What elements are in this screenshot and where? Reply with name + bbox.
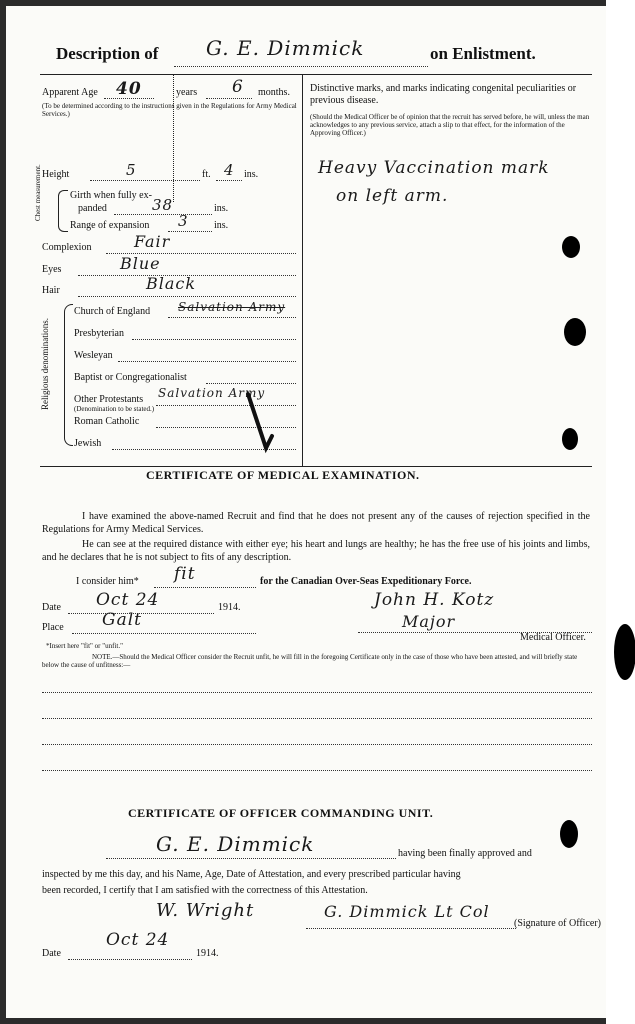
place-value: Galt bbox=[102, 610, 142, 630]
rel-church-label: Church of England bbox=[74, 306, 151, 317]
height-label: Height bbox=[42, 169, 70, 180]
girth-ins: ins. bbox=[214, 203, 229, 214]
officer-signature: G. Dimmick Lt Col bbox=[324, 902, 490, 921]
signature-of-officer-label: (Signature of Officer) bbox=[514, 918, 602, 929]
initials-signature: W. Wright bbox=[156, 900, 255, 921]
marks-value-line2: on left arm. bbox=[336, 186, 449, 206]
hair-line bbox=[78, 296, 296, 297]
section-rule bbox=[40, 466, 592, 467]
girth-label-1: Girth when fully ex- bbox=[70, 190, 152, 201]
medical-date-value: Oct 24 bbox=[96, 590, 160, 610]
title-name-handwritten: G. E. Dimmick bbox=[206, 36, 365, 60]
rel-other-value: Salvation Army bbox=[158, 386, 266, 400]
rel-baptist-label: Baptist or Congregationalist bbox=[74, 372, 187, 383]
commanding-year: 1914. bbox=[196, 948, 219, 959]
rel-wesleyan-label: Wesleyan bbox=[74, 350, 113, 361]
girth-value: 38 bbox=[152, 196, 174, 214]
title-name-line bbox=[174, 66, 428, 67]
commanding-line2: inspected by me this day, and his Name, Age, Date of Attestation, and every prescribed particular having bbox=[42, 869, 461, 880]
age-years-value: 40 bbox=[116, 79, 142, 99]
range-value: 3 bbox=[178, 212, 189, 230]
medical-heading: CERTIFICATE OF MEDICAL EXAMINATION. bbox=[146, 468, 420, 482]
age-months-line bbox=[206, 98, 252, 99]
apparent-age-label: Apparent Age bbox=[42, 87, 98, 98]
medical-officer-signature: John H. Kotz bbox=[374, 590, 495, 610]
place-line bbox=[72, 633, 256, 634]
binder-hole bbox=[614, 624, 635, 680]
footnote: *Insert here "fit" or "unfit." bbox=[46, 642, 123, 650]
height-ft-line bbox=[90, 180, 200, 181]
medical-para2: He can see at the required distance with either eye; his heart and lungs are healthy; he has the free use of his joints and limbs, and he declares that he is not subject to fits of any description. bbox=[42, 539, 590, 563]
complexion-label: Complexion bbox=[42, 242, 92, 253]
binder-hole bbox=[562, 428, 578, 450]
medical-officer-label: Medical Officer. bbox=[520, 632, 586, 643]
girth-label-2: panded bbox=[78, 203, 107, 214]
commanding-name-value: G. E. Dimmick bbox=[156, 832, 315, 856]
consider-value: fit bbox=[174, 564, 196, 584]
height-ins-value: 4 bbox=[224, 161, 235, 179]
range-ins: ins. bbox=[214, 220, 229, 231]
binder-hole bbox=[562, 236, 580, 258]
commanding-line3: been recorded, I certify that I am satisfied with the correctness of this Attestation. bbox=[42, 885, 368, 896]
religion-label: Religious denominations. bbox=[40, 318, 50, 410]
rel-church-value: Salvation Army bbox=[178, 300, 286, 314]
rel-jewish-label: Jewish bbox=[74, 438, 102, 449]
rel-other-label: Other Protestants bbox=[74, 394, 144, 405]
age-note: (To be determined according to the instructions given in the Regulations for Army Medical Services.) bbox=[42, 102, 297, 118]
girth-line bbox=[114, 214, 212, 215]
commanding-name-line bbox=[106, 858, 396, 859]
rel-church-line bbox=[168, 317, 296, 318]
consider-label: I consider him* bbox=[76, 576, 139, 587]
complexion-value: Fair bbox=[134, 232, 171, 251]
marks-heading: Distinctive marks, and marks indicating congenital peculiarities or previous disease. bbox=[310, 83, 577, 106]
title-prefix: Description of bbox=[56, 44, 159, 63]
medical-para1: I have examined the above-named Recruit and find that he does not present any of the causes of rejection specified in the Regulations for Army Medical Services. bbox=[42, 511, 590, 535]
rel-presbyterian-label: Presbyterian bbox=[74, 328, 124, 339]
officer-signature-line bbox=[306, 928, 516, 929]
chest-label: Chest measurement. bbox=[34, 164, 42, 221]
binder-hole bbox=[560, 820, 578, 848]
marks-value-line1: Heavy Vaccination mark bbox=[318, 158, 550, 178]
left-inner-divider bbox=[173, 74, 174, 202]
commanding-date-label: Date bbox=[42, 948, 61, 959]
commanding-heading: CERTIFICATE OF OFFICER COMMANDING UNIT. bbox=[128, 806, 434, 820]
unfit-line-2 bbox=[42, 718, 592, 719]
rel-presbyterian-line bbox=[132, 339, 296, 340]
enlistment-form-page bbox=[6, 6, 606, 1018]
commanding-date-line bbox=[68, 959, 192, 960]
height-ins-line bbox=[216, 180, 242, 181]
medical-officer-rank: Major bbox=[402, 612, 456, 631]
ft-label: ft. bbox=[202, 169, 211, 180]
age-months-value: 6 bbox=[232, 77, 244, 97]
title-suffix: on Enlistment. bbox=[430, 44, 536, 63]
force-label: for the Canadian Over-Seas Expeditionary Force. bbox=[260, 576, 472, 587]
rel-other-note: (Denomination to be stated.) bbox=[74, 405, 155, 413]
rel-roman-label: Roman Catholic bbox=[74, 416, 140, 427]
rel-baptist-line bbox=[206, 383, 296, 384]
medical-year: 1914. bbox=[218, 602, 241, 613]
unfit-note: NOTE.—Should the Medical Officer consider the Recruit unfit, he will fill in the foregoing Certificate only in the case of those who have been attested, and will briefly state below the cause of unfitness:— bbox=[42, 653, 578, 669]
unfit-line-3 bbox=[42, 744, 592, 745]
top-rule bbox=[40, 74, 592, 75]
hair-value: Black bbox=[146, 274, 197, 293]
ink-stroke bbox=[226, 386, 286, 456]
place-label: Place bbox=[42, 622, 64, 633]
unfit-line-1 bbox=[42, 692, 592, 693]
range-line bbox=[168, 231, 212, 232]
binder-hole bbox=[564, 318, 586, 346]
marks-note: (Should the Medical Officer be of opinion that the recruit has served before, he will, unless the man acknowledges to any previous service, attach a slip to that effect, for the information of the Approving Officer.) bbox=[310, 113, 590, 137]
approved-text: having been finally approved and bbox=[398, 848, 532, 859]
hair-label: Hair bbox=[42, 285, 60, 296]
medical-date-label: Date bbox=[42, 602, 61, 613]
consider-line bbox=[154, 587, 256, 588]
chest-brace bbox=[58, 190, 68, 232]
years-label: years bbox=[176, 87, 198, 98]
eyes-value: Blue bbox=[120, 254, 161, 273]
commanding-date-value: Oct 24 bbox=[106, 930, 170, 950]
ins-label: ins. bbox=[244, 169, 259, 180]
months-label: months. bbox=[258, 87, 290, 98]
margin-strip bbox=[606, 0, 635, 1024]
eyes-label: Eyes bbox=[42, 264, 62, 275]
rel-wesleyan-line bbox=[118, 361, 296, 362]
unfit-line-4 bbox=[42, 770, 592, 771]
religion-brace bbox=[64, 304, 73, 446]
column-divider bbox=[302, 74, 303, 466]
range-label: Range of expansion bbox=[70, 220, 150, 231]
height-ft-value: 5 bbox=[126, 161, 137, 179]
